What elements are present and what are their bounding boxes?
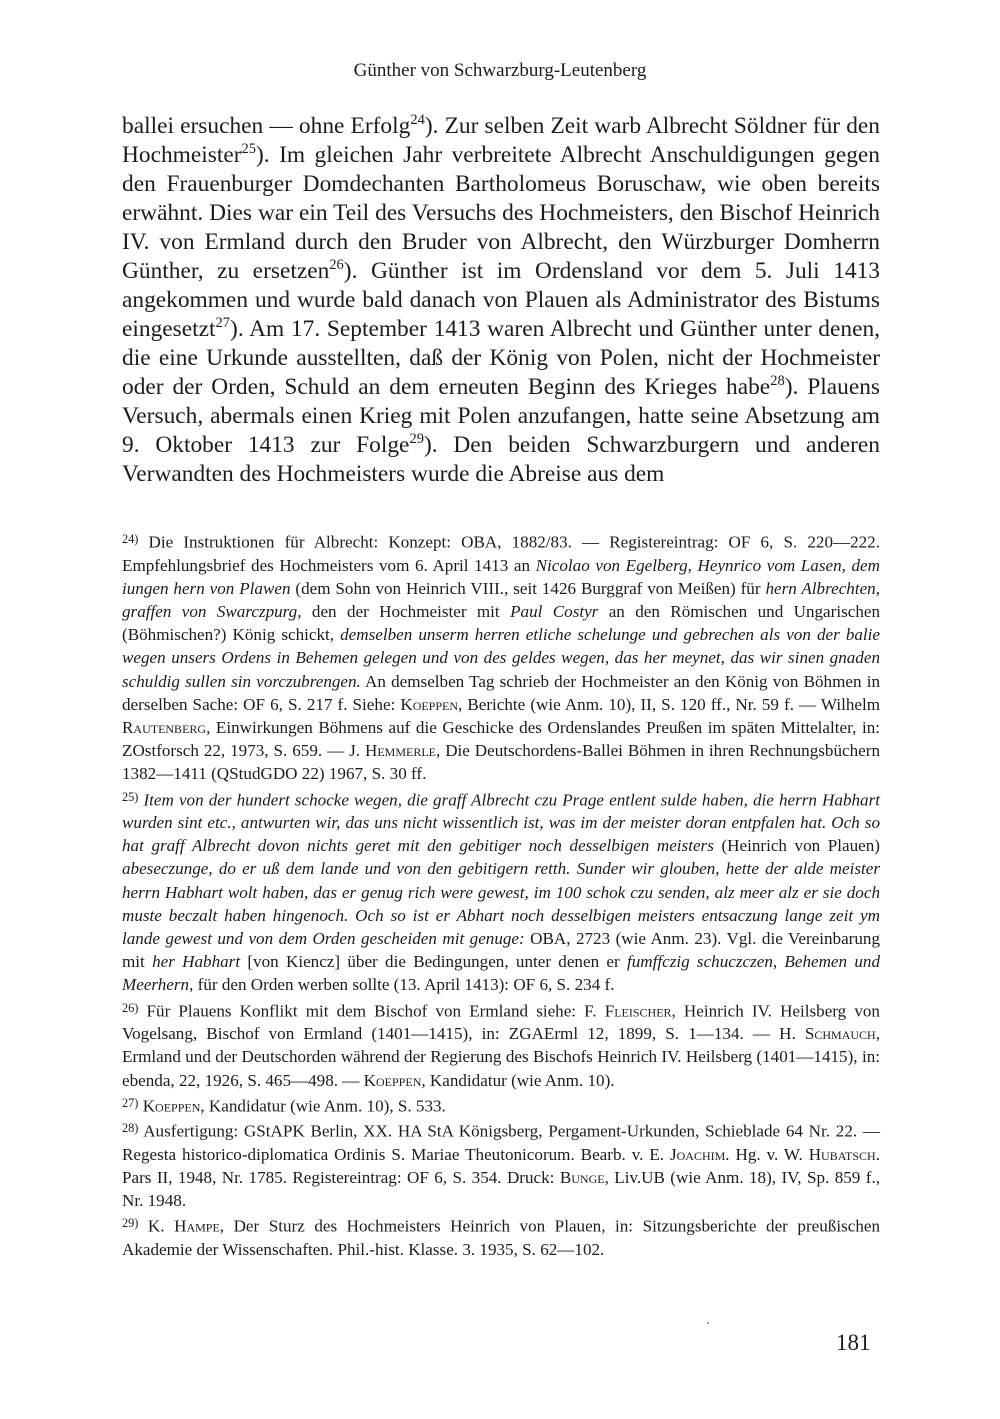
footnote-quote: hern Albrechten, graffen von Swarczpurg, [122, 578, 880, 621]
body-text-segment: ). Zur selben Zeit warb Albrecht Söldner für den Hochmeister [122, 113, 880, 168]
footnote-quote: fumffczig schuczczen, Behemen und Meerhern, [122, 952, 880, 995]
main-text [122, 112, 880, 489]
footnote-number: 26) [122, 1000, 139, 1015]
footnote-29 [122, 1212, 880, 1261]
footnote-text: Ausfertigung: GStAPK Berlin, XX. HA StA Königsberg, Pergament-Urkunden, Schieblade 64 Nr. 22. — Regesta historico-diplomatica Ordinis S. Mariae Theutonicorum. Bearb. v. E. [122, 1121, 880, 1164]
footnote-text: Die Instruktionen für Albrecht: Konzept: OBA, 1882/83. — Registereintrag: OF 6, S. 220—222. Empfehlungsbrief des Hochmeisters vom 6. April 1413 an [122, 532, 880, 575]
footnote-ref-29[interactable]: 29 [409, 431, 424, 448]
footnote-text: , Die Deutschordens-Ballei Böhmen in ihren Rechnungsbüchern 1382—1411 (QStudGDO 22) 1967, S. 30 ff. [122, 741, 880, 784]
footnote-text: , Heinrich IV. Heilsberg von Vogelsang, Bischof von Ermland (1401—1415), in: ZGAErml 12, 1899, S. 1—134. — H. [122, 1000, 880, 1044]
body-text-segment: ). Am 17. September 1413 waren Albrecht und Günther unter denen, die eine Urkunde ausstellten, daß der König von Polen, nicht der Hochmeister oder der Orden, Schuld an dem erneuten Beginn des Krieges habe [122, 316, 880, 400]
footnote-text: (Heinrich von Plauen) [713, 836, 880, 856]
footnote-28 [122, 1117, 880, 1212]
footnote-quote: abeseczunge, do er uß dem lande und von den gebitigern retth. Sunder wir glouben, hette der alde meister herrn Habhart wolt haben, das er genug rich were gewest, im 100 schok czu senden, alz meer alz er sie doch muste beczalt haben hingenoch. Och so ist er Abhart noch desselbigen meisters entsaczung lange zeit ym lande gewest und von dem Orden gescheiden mit genuge: [122, 859, 880, 949]
author-name: Hampe [174, 1216, 220, 1236]
author-name: Hubatsch [808, 1144, 876, 1164]
footnote-ref-26[interactable]: 26 [329, 257, 344, 274]
footnote-25 [122, 786, 880, 997]
footnote-text: K. [138, 1216, 175, 1236]
main-paragraph [122, 112, 880, 489]
footnote-quote: her Habhart [152, 952, 241, 972]
footnote-quote: Paul Costyr [510, 601, 599, 621]
footnote-24 [122, 528, 880, 786]
footnote-ref-28[interactable]: 28 [770, 373, 785, 390]
footnote-text: , Berichte (wie Anm. 10), II, S. 120 ff., Nr. 59 f. — Wilhelm [458, 694, 881, 714]
footnote-number: 27) [122, 1095, 139, 1110]
body-text-segment: ). Günther ist im Ordensland vor dem 5. Juli 1413 angekommen und wurde bald danach von Plauen als Administrator des Bistums eingesetzt [122, 258, 880, 342]
author-name: Rautenberg [122, 717, 207, 737]
footnote-text: , Liv.UB (wie Anm. 18), IV, Sp. 859 f., Nr. 1948. [122, 1167, 880, 1211]
footnote-ref-25[interactable]: 25 [241, 141, 257, 158]
footnote-number: 24) [122, 532, 139, 546]
footnote-text: den der Hochmeister mit [301, 601, 511, 621]
footnote-text: . Hg. v. W. [725, 1144, 809, 1164]
author-name: Koeppen [363, 1070, 422, 1090]
footnote-text: für den Orden werben sollte (13. April 1413): OF 6, S. 234 f. [193, 975, 615, 995]
footnote-number: 25) [122, 789, 139, 804]
body-text-segment: ). Den beiden Schwarzburgern und anderen Verwandten des Hochmeisters wurde die Abreise aus dem [122, 432, 880, 487]
footnote-text: , Kandidatur (wie Anm. 10), S. 533. [200, 1096, 446, 1116]
footnote-ref-24[interactable]: 24 [410, 112, 425, 129]
footnote-quote: demselben unserm herren etliche schelunge und gebrechen als von der balie wegen unsers Ordens in Behemen gelegen und von des geldes wegen, das her meynet, das wir sinen gnaden schuldig sullen sin vorczubrengen. [122, 625, 881, 691]
print-speck [707, 1322, 709, 1324]
author-name: Fleischer [604, 1000, 672, 1020]
footnote-text: [von Kiencz] über die Bedingungen, unter denen er [240, 952, 627, 972]
footnote-text: Für Plauens Konflikt mit dem Bischof von Ermland siehe: F. [138, 1000, 605, 1020]
body-text-segment: ). Plauens Versuch, abermals einen Krieg mit Polen anzufangen, hatte seine Absetzung am 9. Oktober 1413 zur Folge [122, 374, 881, 458]
footnote-text: , Kandidatur (wie Anm. 10). [421, 1070, 615, 1090]
footnote-26 [122, 997, 880, 1092]
footnote-27 [122, 1092, 880, 1118]
running-header: Günther von Schwarzburg-Leutenberg [353, 60, 647, 81]
footnote-number: 29) [122, 1216, 139, 1231]
footnote-text: OBA, 2723 (wie Anm. 23). Vgl. die Vereinbarung mit [122, 929, 880, 972]
footnote-ref-27[interactable]: 27 [215, 315, 231, 332]
footnote-number: 28) [122, 1121, 139, 1136]
footnote-text: An demselben Tag schrieb der Hochmeister an den König von Böhmen in derselben Sache: OF 6, S. 217 f. Siehe: [122, 671, 880, 714]
footnote-text: , Einwirkungen Böhmens auf die Geschicke des Ordenslandes Preußen im späten Mittelalter, in: ZOstforsch 22, 1973, S. 659. — J. [122, 717, 880, 761]
body-text-segment: ballei ersuchen — ohne Erfolg [122, 113, 411, 139]
footnote-text: , Der Sturz des Hochmeisters Heinrich von Plauen, in: Sitzungsberichte der preußischen Akademie der Wissenschaften. Phil.-hist. Klasse. 3. 1935, S. 62—102. [122, 1216, 880, 1259]
footnote-quote: Item von der hundert schocke wegen, die graff Albrecht czu Prage entlent sulde haben, die herrn Habhart wurden sint etc., antwurten wir, das uns nicht wissentlich ist, was im der meister doran entpfalen hat. Och so hat graff Albrecht dovon nichts geret mit den gebitiger noch desselbigen meisters [122, 789, 880, 856]
author-name: Koeppen [142, 1096, 201, 1116]
footnote-text: . Pars II, 1948, Nr. 1785. Registereintrag: OF 6, S. 354. Druck: [122, 1144, 880, 1187]
footnote-text: , Ermland und der Deutschorden während der Regierung des Bischofs Heinrich IV. Heilsberg (1401—1415), in: ebenda, 22, 1926, S. 465—498. — [122, 1024, 880, 1090]
author-name: Bunge [559, 1167, 605, 1187]
footnote-text: (dem Sohn von Heinrich VIII., seit 1426 Burggraf von Meißen) für [290, 578, 766, 598]
footnotes [122, 528, 880, 1261]
page-number: 181 [836, 1330, 871, 1355]
author-name: Koeppen [400, 694, 459, 714]
author-name: Schmauch [804, 1024, 876, 1044]
author-name: Joachim [669, 1144, 726, 1164]
body-text-segment: ). Im gleichen Jahr verbreitete Albrecht Anschuldigungen gegen den Frauenburger Domdechanten Bartholomeus Boruschaw, wie oben bereits erwähnt. Dies war ein Teil des Versuchs des Hochmeisters, den Bischof Heinrich IV. von Ermland durch den Bruder von Albrecht, den Würzburger Domherrn Günther, zu ersetzen [122, 142, 880, 284]
footnote-text: an den Römischen und Ungarischen (Böhmischen?) König schickt, [122, 601, 881, 645]
author-name: Hemmerle [364, 741, 436, 761]
footnote-quote: Nicolao von Egelberg, Heynrico vom Lasen, dem iungen hern von Plawen [122, 555, 880, 598]
